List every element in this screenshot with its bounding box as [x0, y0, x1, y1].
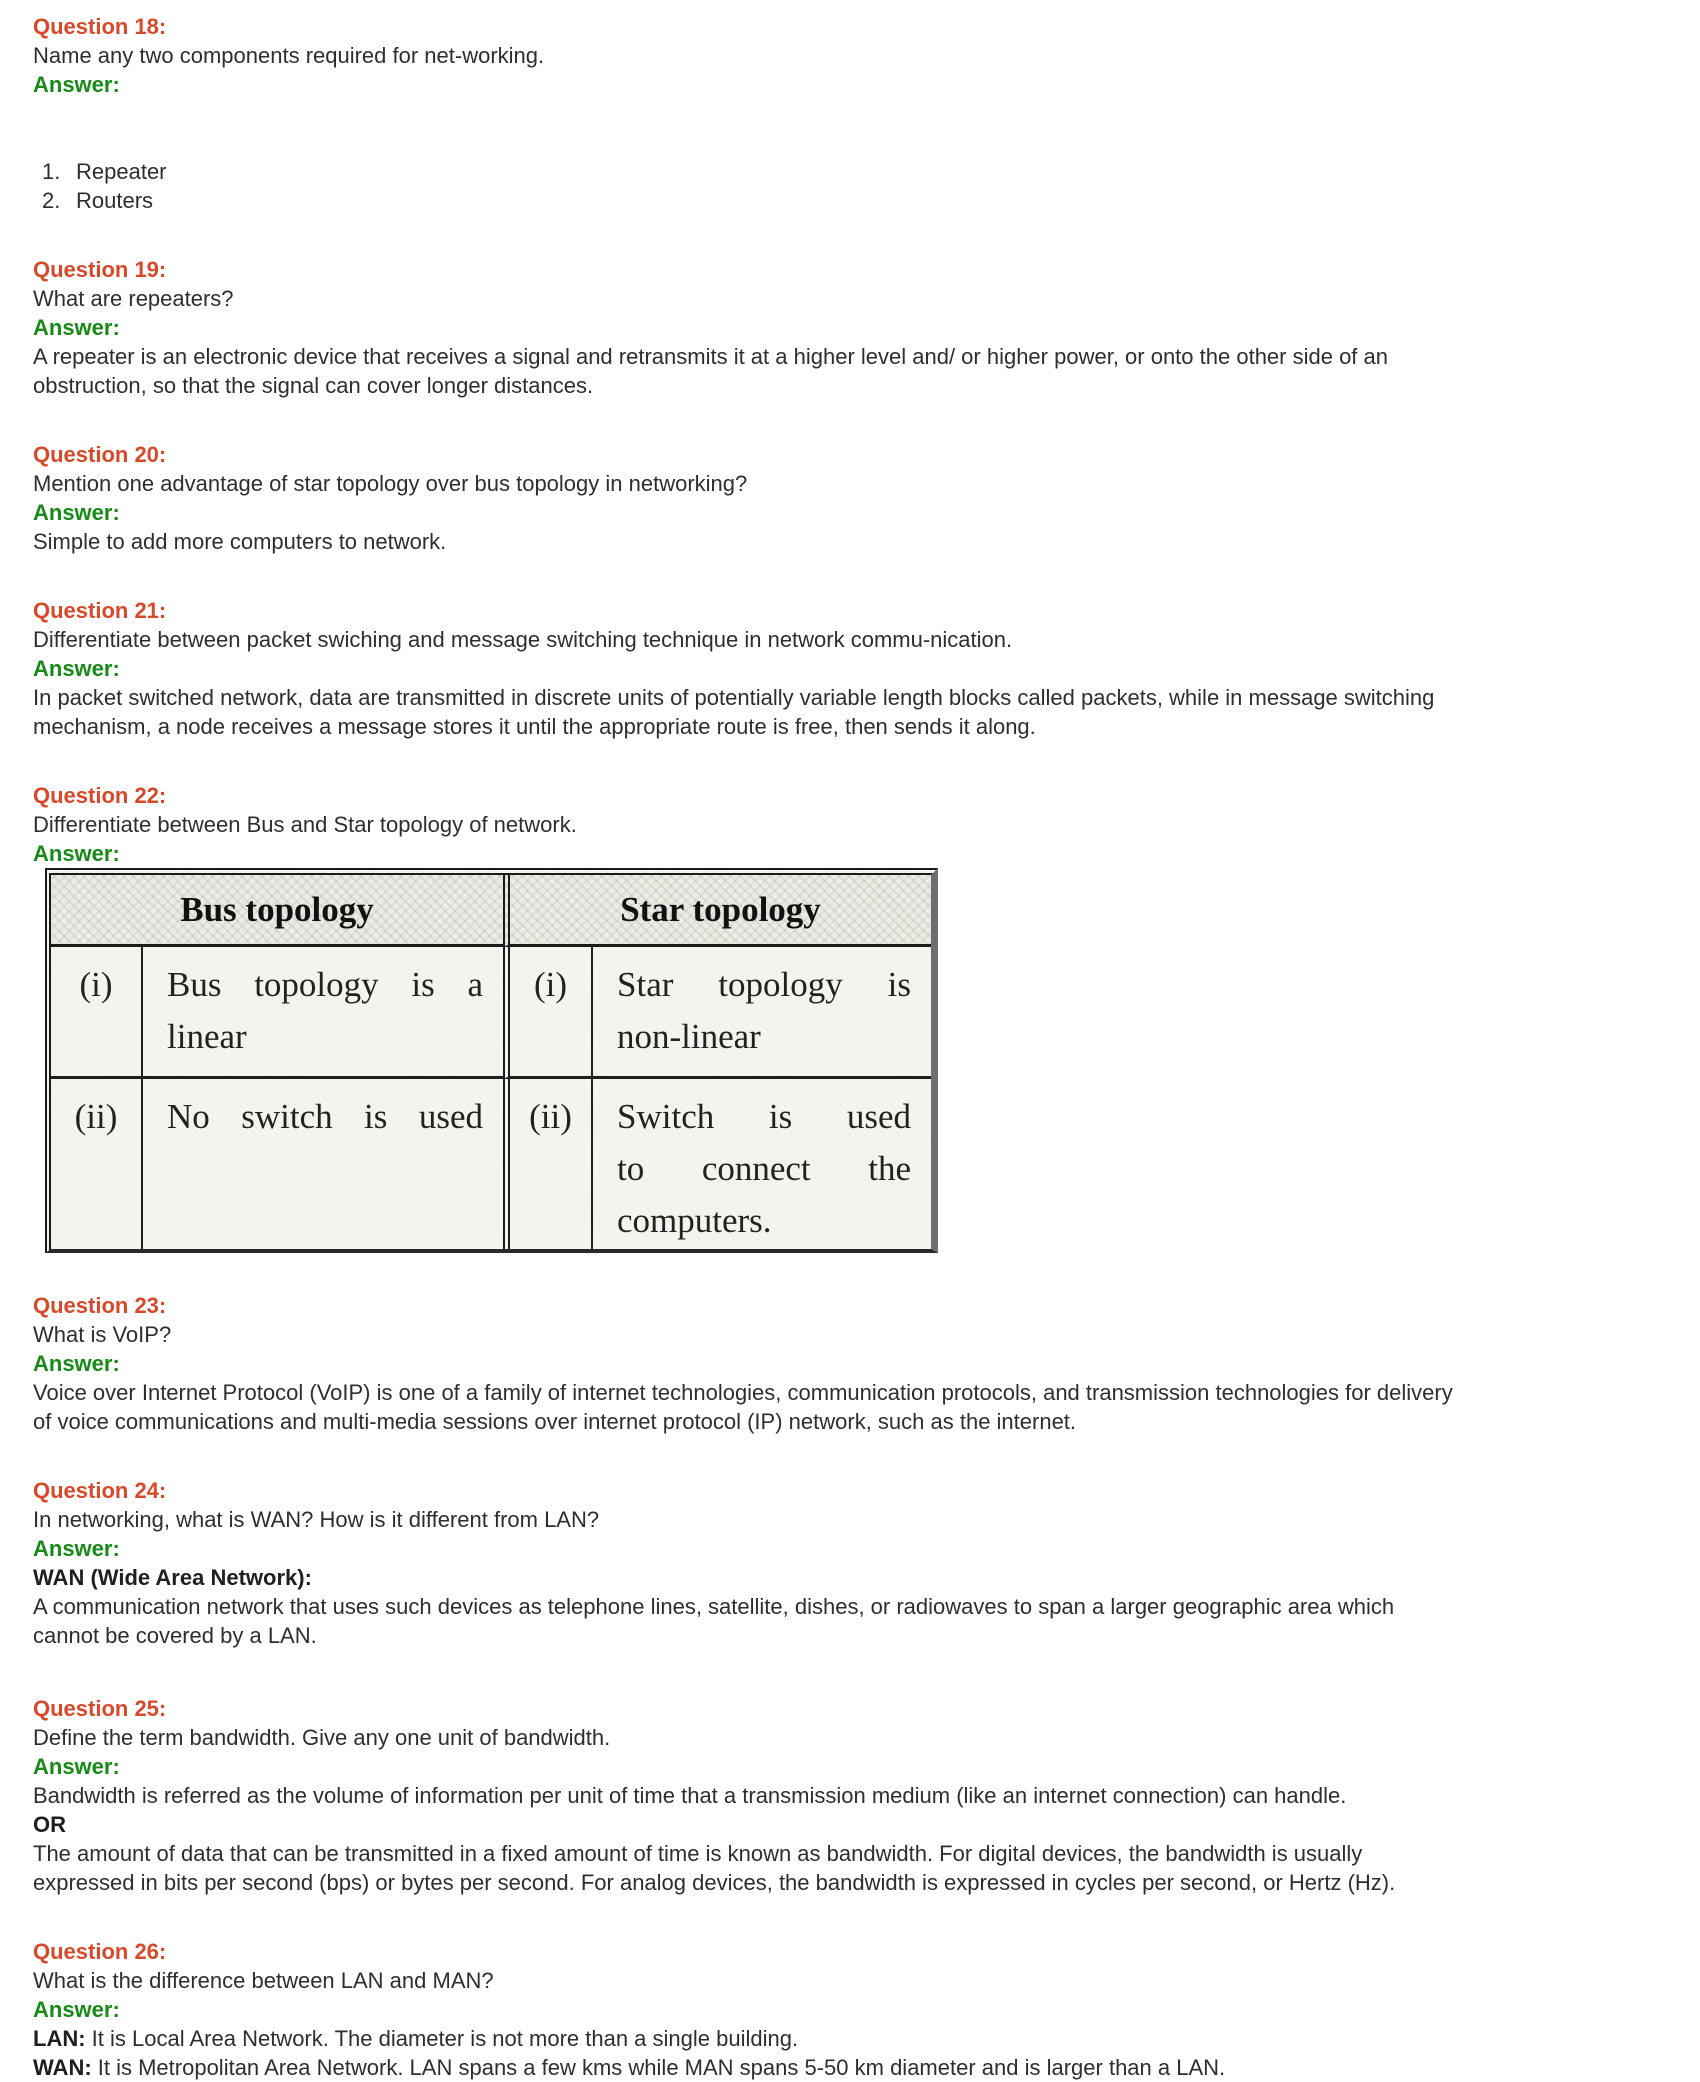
question-block-19 [33, 255, 1670, 400]
answer-term: LAN: [33, 2026, 86, 2051]
answer-line: In packet switched network, data are transmitted in discrete units of potentially variable length blocks called packets, while in message switching [33, 685, 1435, 710]
answer-line: expressed in bits per second (bps) or bytes per second. For analog devices, the bandwidth is expressed in cycles per second, or Hertz (Hz). [33, 1870, 1396, 1895]
question-heading: Question 25: [33, 1696, 167, 1721]
question-block-18 [33, 12, 1670, 215]
table-cell-line: linear [167, 1017, 247, 1056]
answer-line: Voice over Internet Protocol (VoIP) is one of a family of internet technologies, communication protocols, and transmission technologies for delivery [33, 1380, 1453, 1405]
table-cell-bus [143, 1079, 503, 1249]
question-block-24 [33, 1476, 1670, 1650]
table-cell-line: to connect the [617, 1149, 911, 1188]
answer-label: Answer: [33, 656, 120, 681]
answer-label: Answer: [33, 841, 120, 866]
topology-comparison-table [45, 868, 938, 1253]
table-cell-line: Bus topology is a [167, 965, 483, 1004]
question-heading: Question 21: [33, 598, 167, 623]
question-block-20 [33, 440, 1670, 556]
question-text: What is the difference between LAN and MAN? [33, 1968, 494, 1993]
question-text: Mention one advantage of star topology over bus topology in networking? [33, 471, 748, 496]
answer-label: Answer: [33, 1351, 120, 1376]
table-cell-line: Switch is used [617, 1097, 911, 1136]
list-item-text: Routers [76, 188, 154, 213]
answer-text: It is Metropolitan Area Network. LAN spans a few kms while MAN spans 5-50 km diameter and is larger than a LAN. [91, 2055, 1226, 2080]
answer-line: OR [33, 1812, 66, 1837]
table-header-star-topology: Star topology [503, 875, 931, 947]
table-header-bus-topology: Bus topology [51, 875, 503, 947]
table-cell-bus [143, 947, 503, 1079]
question-heading: Question 20: [33, 442, 167, 467]
question-text: What is VoIP? [33, 1322, 172, 1347]
answer-line [33, 2024, 1670, 2053]
question-block-23 [33, 1291, 1670, 1436]
answer-label: Answer: [33, 1997, 120, 2022]
answer-line: The amount of data that can be transmitted in a fixed amount of time is known as bandwidth. For digital devices, the bandwidth is usually [33, 1841, 1363, 1866]
question-heading: Question 24: [33, 1478, 167, 1503]
list-item [33, 186, 1670, 215]
question-text: Name any two components required for net-working. [33, 43, 545, 68]
answer-text: It is Local Area Network. The diameter is not more than a single building. [85, 2026, 799, 2051]
table-cell-line: non-linear [617, 1017, 761, 1056]
table-cell-star [593, 947, 931, 1079]
question-block-22 [33, 781, 1670, 1253]
question-heading: Question 18: [33, 14, 167, 39]
answer-label: Answer: [33, 1536, 120, 1561]
table-cell-star [593, 1079, 931, 1249]
question-text: Differentiate between packet swiching and message switching technique in network commu-nication. [33, 627, 1013, 652]
answer-line: WAN (Wide Area Network): [33, 1565, 312, 1590]
question-block-21 [33, 596, 1670, 741]
answer-label: Answer: [33, 500, 120, 525]
list-item [33, 157, 1670, 186]
question-block-26 [33, 1937, 1670, 2082]
answer-term: WAN: [33, 2055, 92, 2080]
answer-line: cannot be covered by a LAN. [33, 1623, 317, 1648]
question-heading: Question 22: [33, 783, 167, 808]
answer-list [33, 157, 1670, 215]
answer-line: of voice communications and multi-media sessions over internet protocol (IP) network, such as the internet. [33, 1409, 1077, 1434]
question-heading: Question 26: [33, 1939, 167, 1964]
answer-line: mechanism, a node receives a message stores it until the appropriate route is free, then sends it along. [33, 714, 1036, 739]
table-cell-line: computers. [617, 1201, 772, 1240]
list-item-number: 2. [42, 188, 61, 213]
question-text: Define the term bandwidth. Give any one unit of bandwidth. [33, 1725, 611, 1750]
answer-line: A repeater is an electronic device that receives a signal and retransmits it at a higher level and/ or higher power, or onto the other side of an [33, 344, 1388, 369]
list-item-number: 1. [42, 159, 61, 184]
question-heading: Question 19: [33, 257, 167, 282]
table-row-number: (ii) [503, 1079, 593, 1249]
answer-label: Answer: [33, 72, 120, 97]
table-cell-line: No switch is used [167, 1097, 483, 1136]
question-text: Differentiate between Bus and Star topology of network. [33, 812, 577, 837]
question-text: In networking, what is WAN? How is it different from LAN? [33, 1507, 600, 1532]
question-block-25 [33, 1694, 1670, 1897]
answer-label: Answer: [33, 1754, 120, 1779]
table-cell-line: Star topology is [617, 965, 911, 1004]
answer-line: obstruction, so that the signal can cover longer distances. [33, 373, 594, 398]
list-item-text: Repeater [76, 159, 167, 184]
table-row-number: (ii) [51, 1079, 143, 1249]
table-row-number: (i) [503, 947, 593, 1079]
answer-line: A communication network that uses such devices as telephone lines, satellite, dishes, or radiowaves to span a larger geographic area which [33, 1594, 1395, 1619]
question-heading: Question 23: [33, 1293, 167, 1318]
question-text: What are repeaters? [33, 286, 234, 311]
answer-line: Simple to add more computers to network. [33, 529, 447, 554]
answer-line: Bandwidth is referred as the volume of information per unit of time that a transmission medium (like an internet connection) can handle. [33, 1783, 1347, 1808]
answer-label: Answer: [33, 315, 120, 340]
table-row-number: (i) [51, 947, 143, 1079]
